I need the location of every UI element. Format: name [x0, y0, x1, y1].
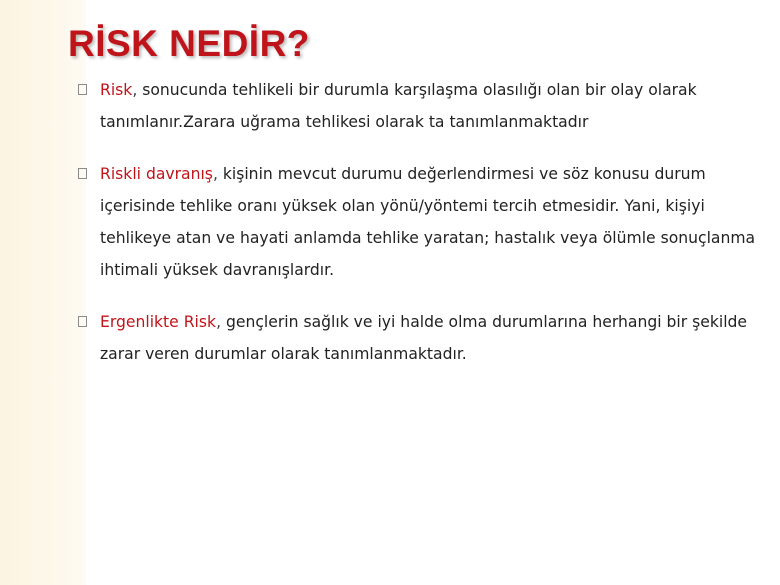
bullet-text: kişinin mevcut durumu değerlendirmesi ve söz konusu durum içerisinde tehlike oranı yüksek olan yönü/yöntemi tercih etmesidir. Yani, kişiyi tehlikeye atan ve hayati anlamda tehlike yaratan; hastalık veya ölümle sonuçlanma ihtimali yüksek davranışlardır.	[100, 165, 756, 279]
bullet-term: Risk	[100, 81, 133, 99]
bullet-item-risk	[78, 74, 758, 138]
square-bullet-icon	[78, 84, 87, 95]
bullet-item-ergenlikte-risk	[78, 306, 758, 370]
slide-title: RİSK NEDİR?	[68, 23, 310, 64]
decorative-side-stripe	[0, 0, 86, 585]
bullet-text: sonucunda tehlikeli bir durumla karşılaşma olasılığı olan bir olay olarak tanımlanır.Zarara uğrama tehlikesi olarak ta tanımlanmaktadır	[100, 81, 697, 131]
bullet-term: Ergenlikte Risk	[100, 313, 217, 331]
square-bullet-icon	[78, 168, 87, 179]
bullet-item-riskli-davranis	[78, 158, 758, 286]
bullet-list	[78, 74, 758, 390]
bullet-term-punctuation: ,	[132, 81, 138, 99]
bullet-term-punctuation: ,	[212, 165, 218, 183]
bullet-text: gençlerin sağlık ve iyi halde olma durumlarına herhangi bir şekilde zarar veren durumlar olarak tanımlanmaktadır.	[100, 313, 748, 363]
bullet-term: Riskli davranış	[100, 165, 213, 183]
square-bullet-icon	[78, 316, 87, 327]
bullet-term-punctuation: ,	[216, 313, 222, 331]
